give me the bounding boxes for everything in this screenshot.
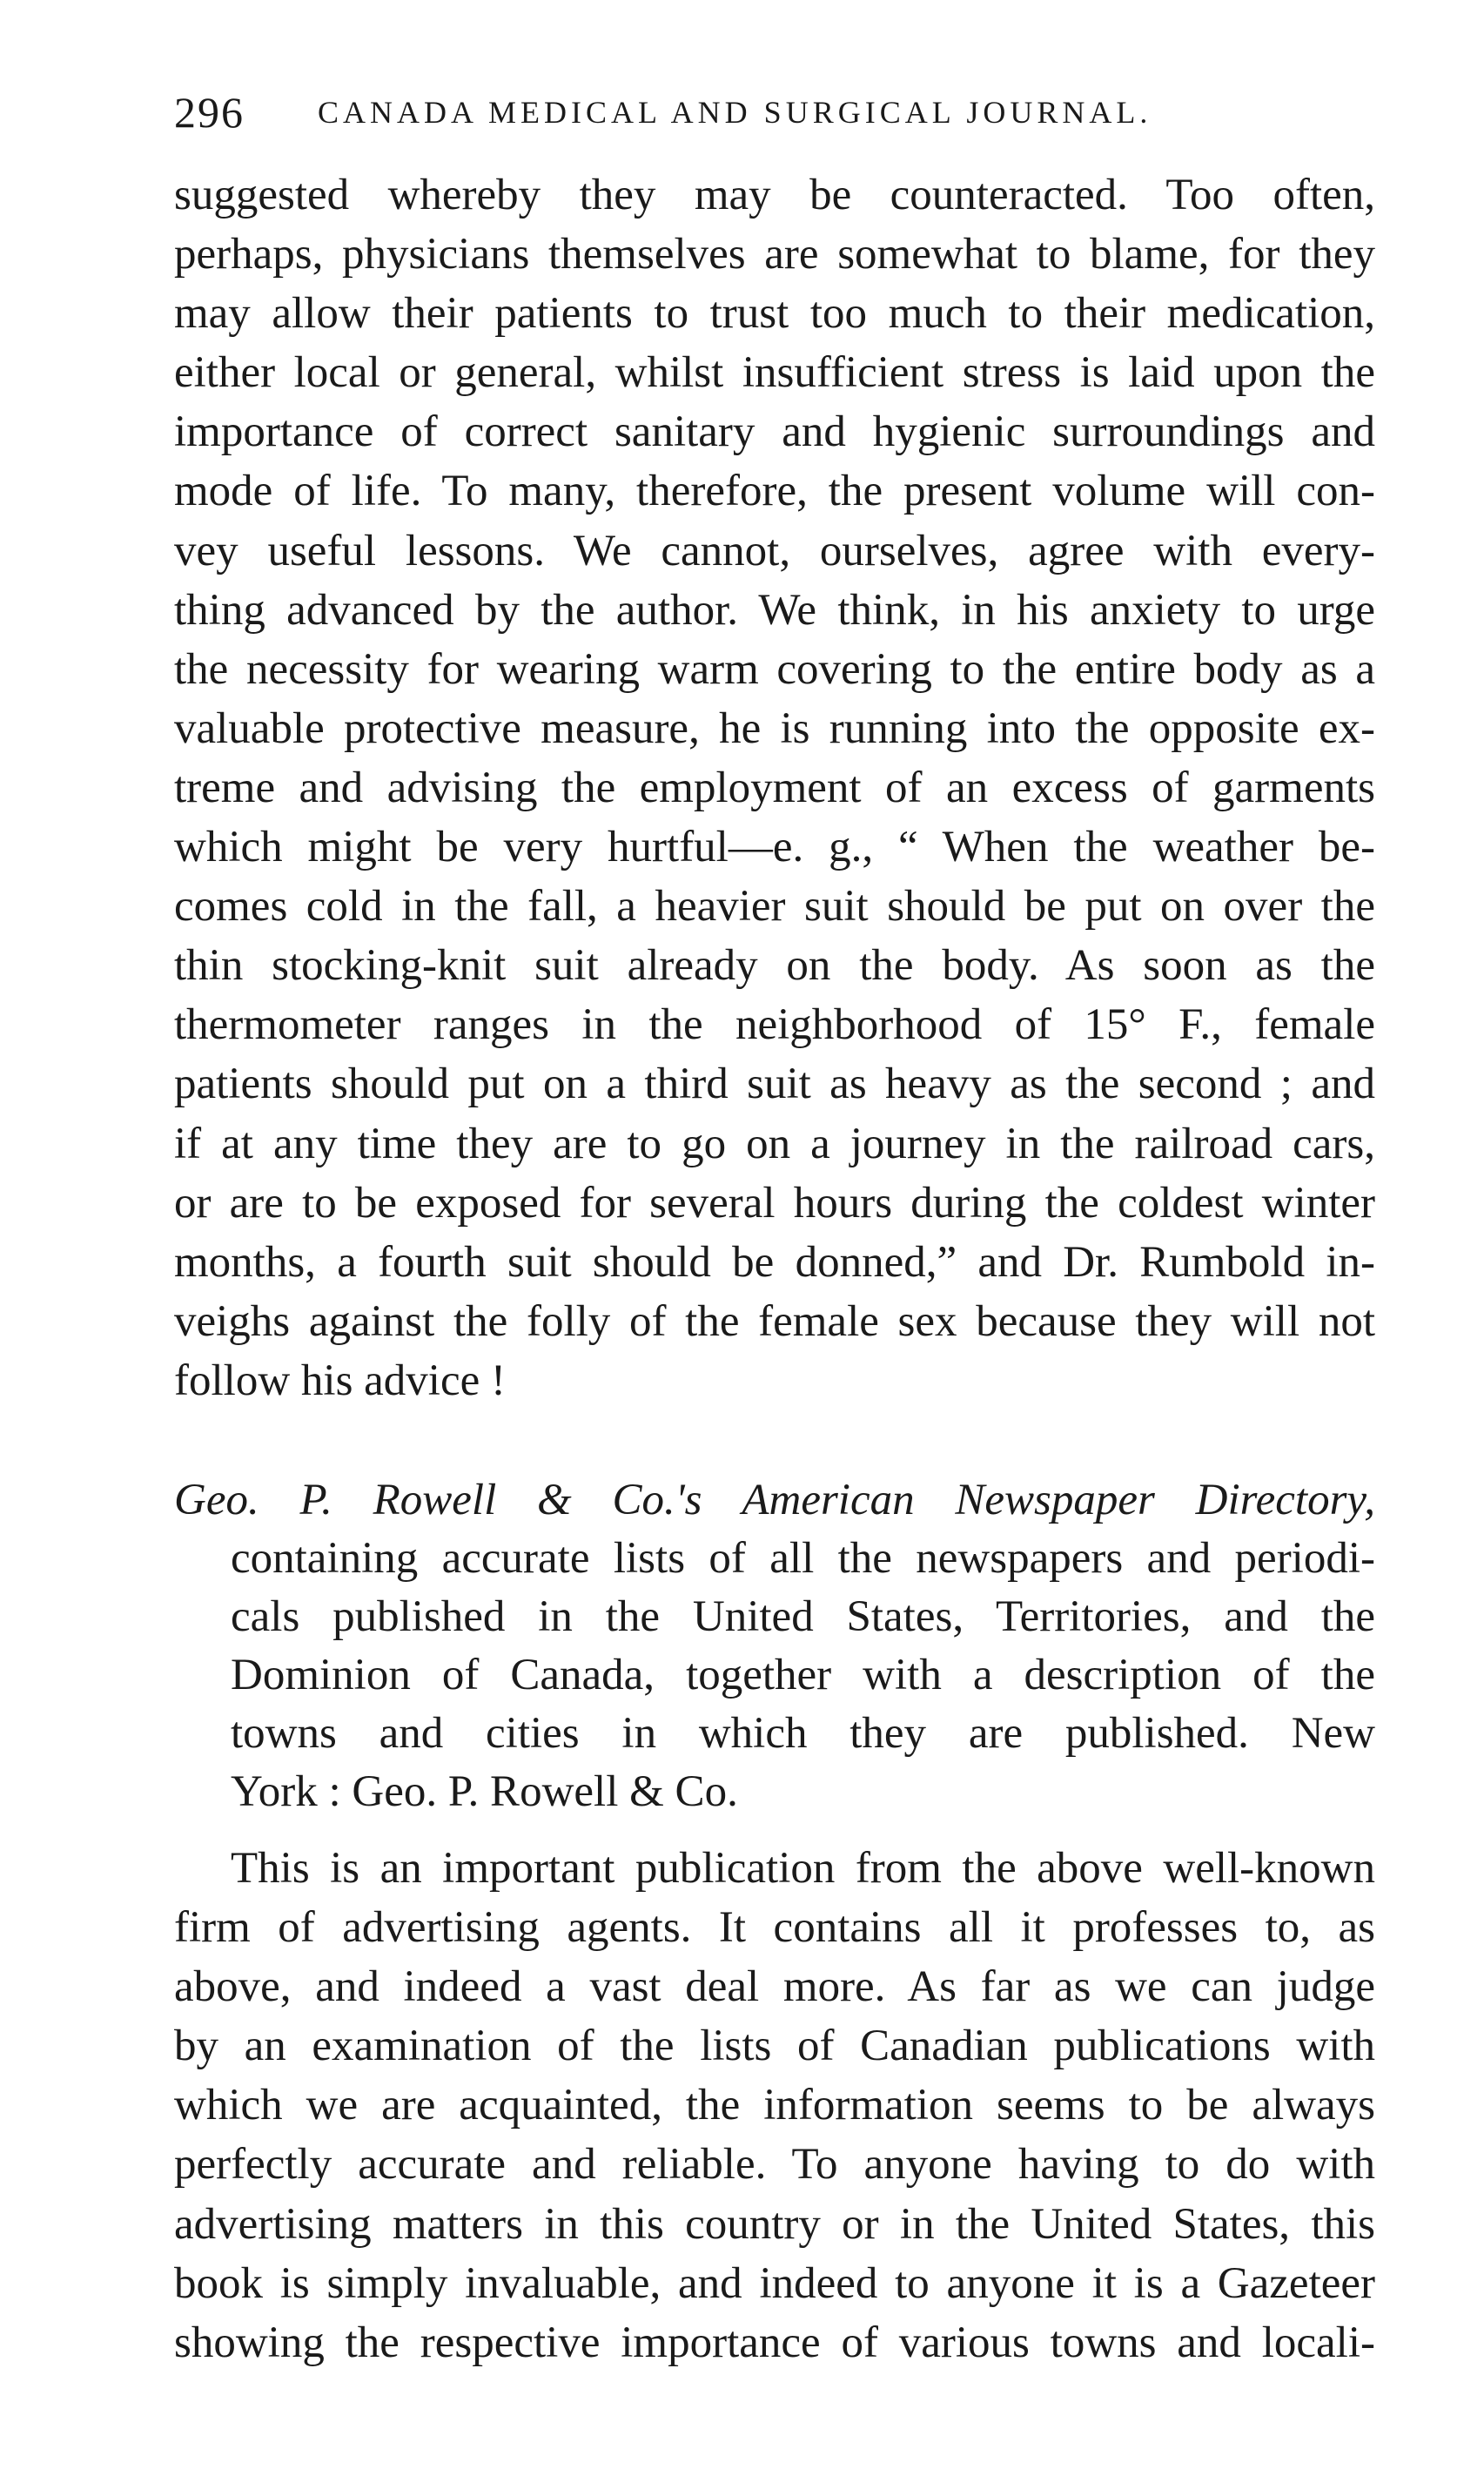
text-line: thermometer ranges in the neighborhood of 15° F., female xyxy=(174,1000,1375,1050)
page-number: 296 xyxy=(174,88,245,137)
text-line: mode of life. To many, therefore, the present volume will con- xyxy=(174,467,1375,516)
text-line: thin stocking-knit suit already on the body. As soon as the xyxy=(174,941,1375,991)
review-heading-line: containing accurate lists of all the newspapers and periodi- xyxy=(231,1534,1375,1583)
text-line: or are to be exposed for several hours during the coldest winter xyxy=(174,1178,1375,1228)
text-line: months, a fourth suit should be donned,” and Dr. Rumbold in- xyxy=(174,1237,1375,1287)
text-line: which might be very hurtful—e. g., “ When the weather be- xyxy=(174,823,1375,872)
text-line: if at any time they are to go on a journey in the railroad cars, xyxy=(174,1119,1375,1168)
text-line: above, and indeed a vast deal more. As far as we can judge xyxy=(174,1962,1375,2012)
text-line: may allow their patients to trust too much to their medication, xyxy=(174,289,1375,339)
text-line: treme and advising the employment of an excess of garments xyxy=(174,763,1375,812)
review-heading-line: Dominion of Canada, together with a description of the xyxy=(231,1651,1375,1699)
text-line: patients should put on a third suit as heavy as the second ; and xyxy=(174,1060,1375,1109)
running-head: CANADA MEDICAL AND SURGICAL JOURNAL. xyxy=(318,95,1152,130)
text-line: which we are acquainted, the information seems to be always xyxy=(174,2081,1375,2130)
text-line: vey useful lessons. We cannot, ourselves, agree with every- xyxy=(174,526,1375,575)
text-line: firm of advertising agents. It contains all it professes to, as xyxy=(174,1903,1375,1953)
review-heading-line: towns and cities in which they are published. New xyxy=(231,1709,1375,1758)
text-line: either local or general, whilst insufficient stress is laid upon the xyxy=(174,348,1375,398)
text-line: This is an important publication from the above well-known xyxy=(231,1844,1375,1893)
review-heading xyxy=(174,1471,1375,1821)
text-line: the necessity for wearing warm covering to the entire body as a xyxy=(174,644,1375,694)
review-heading-line: York : Geo. P. Rowell & Co. xyxy=(231,1767,738,1816)
text-line: advertising matters in this country or in the United States, this xyxy=(174,2199,1375,2249)
text-line: comes cold in the fall, a heavier suit should be put on over the xyxy=(174,882,1375,932)
text-line: importance of correct sanitary and hygienic surroundings and xyxy=(174,407,1375,457)
review-title xyxy=(174,1471,1375,1530)
text-line: valuable protective measure, he is running into the opposite ex- xyxy=(174,703,1375,753)
paragraph-review-continuation xyxy=(174,165,1375,1410)
text-line: follow his advice ! xyxy=(174,1356,506,1405)
text-line: perfectly accurate and reliable. To anyone having to do with xyxy=(174,2140,1375,2190)
page-header xyxy=(174,87,1375,148)
text-line: thing advanced by the author. We think, in his anxiety to urge xyxy=(174,585,1375,635)
review-heading-line: cals published in the United States, Territories, and the xyxy=(231,1592,1375,1641)
text-line: by an examination of the lists of Canadian publications with xyxy=(174,2022,1375,2071)
text-line: showing the respective importance of various towns and locali- xyxy=(174,2318,1375,2367)
text-line: veighs against the folly of the female sex because they will not xyxy=(174,1296,1375,1346)
text-line: book is simply invaluable, and indeed to anyone it is a Gazeteer xyxy=(174,2258,1375,2308)
text-line: perhaps, physicians themselves are somewhat to blame, for they xyxy=(174,230,1375,279)
review-title-text: Geo. P. Rowell & Co.'s American Newspaper Directory, xyxy=(174,1476,1375,1524)
paragraph-review-body xyxy=(174,1839,1375,2372)
text-line: suggested whereby they may be counteracted. Too often, xyxy=(174,171,1375,219)
